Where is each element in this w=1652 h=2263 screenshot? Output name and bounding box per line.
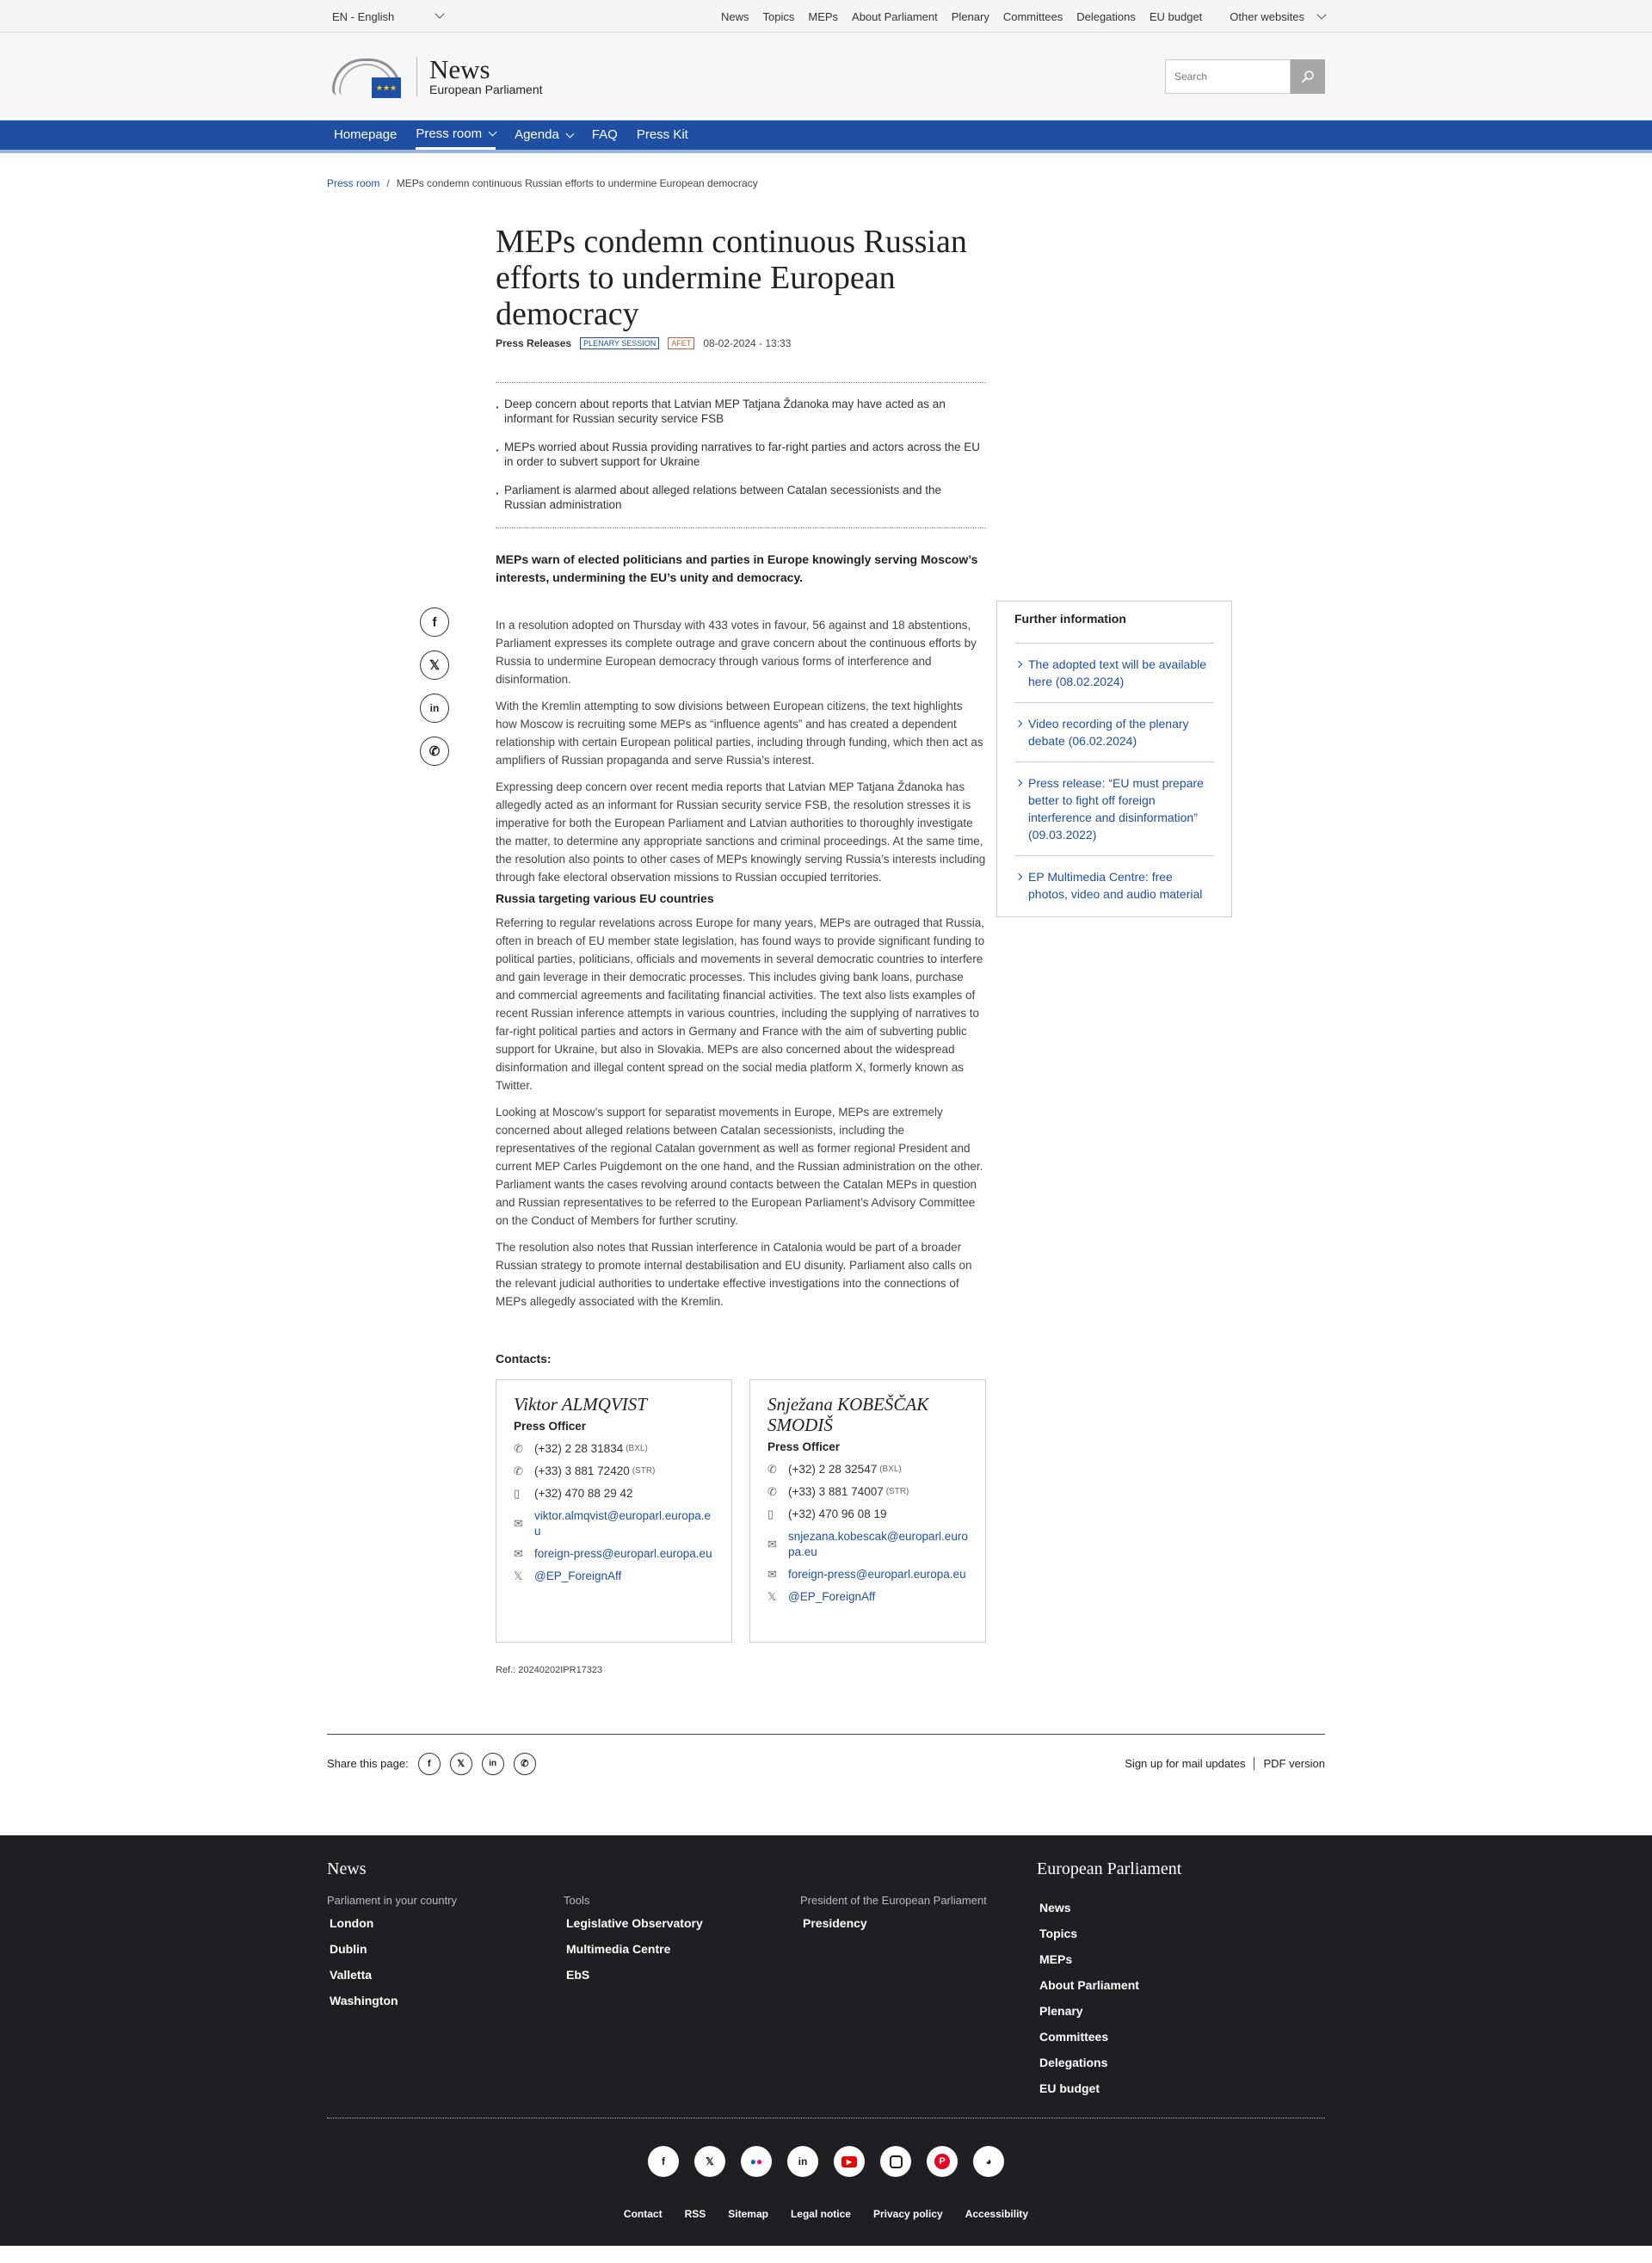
chevron-down-icon	[489, 128, 497, 137]
footer-link-washington[interactable]: Washington	[330, 1994, 398, 2007]
top-link-topics[interactable]: Topics	[762, 9, 795, 23]
mobile-icon: ▯	[767, 1508, 774, 1520]
footer-link-ebs[interactable]: EbS	[566, 1968, 590, 1982]
further-link[interactable]	[1014, 643, 1214, 702]
contact-email[interactable]	[767, 1529, 968, 1560]
paragraph: Looking at Moscow’s support for separatist movements in Europe, MEPs are extremely concerned about alleged relations between Catalan secessionists, including the representatives of the regional Catalan government as well as former regional President and current MEP Carles Puigdemont on the one hand, and the Russian administration on the other. Parliament wants the cases revolving around contacts between the Catalan MEPs in question and Russian representatives to be referred to the European Parliament’s Advisory Committee on the Conduct of Members for further scrutiny.	[496, 1106, 983, 1227]
nav-agenda[interactable]	[515, 120, 573, 150]
footer-link-about[interactable]: About Parliament	[1039, 1978, 1139, 1992]
top-links	[707, 10, 1325, 23]
page-title: MEPs condemn continuous Russian efforts to undermine European democracy	[496, 224, 967, 332]
footer-link-valletta[interactable]: Valletta	[330, 1968, 373, 1982]
footer-accessibility-link[interactable]: Accessibility	[965, 2208, 1029, 2220]
site-title: News	[429, 54, 490, 84]
paragraph: Referring to regular revelations across Europe for many years, MEPs are outraged that Russia, often in breach of EU member state legislation, has found ways to provide significant funding to political parties, politicians, officials and movements in several democratic countries to interfere and gain leverage in their democratic processes. This includes giving bank loans, purchase and commercial agreements and facilitating financial activities. The text also lists examples of recent Russian inference attempts in various countries, including the supplying of narratives to far-right political parties and actors in Germany and France with the aim of subverting public support for Ukraine, but also in Slovakia. MEPs are also concerned about the widespread disinformation and illegal content spread on the social media platform X, formerly known as Twitter.	[496, 916, 985, 1092]
instagram-icon[interactable]	[880, 2146, 911, 2177]
search	[1165, 59, 1325, 94]
nav-press-room-label: Press room	[416, 126, 483, 141]
mail-icon: ✉	[767, 1568, 777, 1581]
highlight-text: Parliament is alarmed about alleged relations between Catalan secessionists and the Russian administration	[504, 484, 942, 511]
contact-phone-location: (STR)	[885, 1487, 909, 1496]
contact-phone-number: (+32) 2 28 32547	[788, 1463, 878, 1476]
chevron-right-icon	[1015, 720, 1022, 727]
article-type: Press Releases	[496, 337, 572, 349]
language-selector[interactable]	[327, 10, 443, 23]
paragraph: With the Kremlin attempting to sow divisions between European citizens, the text highlights how Moscow is recruiting some MEPs as “influence agents” and has created a dependent relationship with certain European political parties, including through funding, which then act as amplifiers of Russian propaganda and serve Russia’s interest.	[496, 700, 983, 767]
contact-phone-location: (BXL)	[879, 1464, 902, 1474]
contact-twitter-handle: @EP_ForeignAff	[788, 1590, 876, 1603]
highlight-text: MEPs worried about Russia providing narratives to far-right parties and actors across the EU in order to subvert support for Ukraine	[504, 441, 980, 468]
footer-link-committees[interactable]: Committees	[1039, 2030, 1109, 2044]
footer-link-meps[interactable]: MEPs	[1039, 1952, 1073, 1966]
chevron-down-icon	[565, 129, 574, 138]
article-main	[496, 224, 986, 1675]
article-lead: MEPs warn of elected politicians and parties in Europe knowingly serving Moscow’s interests, undermining the EU’s unity and democracy.	[496, 552, 978, 584]
footer-contact-link[interactable]: Contact	[623, 2208, 663, 2220]
whatsapp-icon[interactable]: ✆	[514, 1753, 536, 1775]
top-link-news[interactable]: News	[720, 9, 749, 23]
contact-phone-location: (BXL)	[626, 1444, 648, 1453]
mail-icon: ✉	[514, 1547, 523, 1560]
contact-cards	[496, 1379, 986, 1643]
paragraph: In a resolution adopted on Thursday with 433 votes in favour, 56 against and 18 abstentions, Parliament expresses its complete outrage and grave concern about the continuous efforts by Russia to undermine European democracy through various forms of interference and disinformation.	[496, 619, 977, 686]
list-item: · Parliament is alarmed about alleged relations between Catalan secessionists and the Russian administration	[496, 483, 986, 512]
contact-email-address: snjezana.kobescak@europarl.europa.eu	[788, 1530, 968, 1558]
nav-homepage-label: Homepage	[334, 127, 398, 142]
top-link-delegations[interactable]: Delegations	[1076, 9, 1136, 23]
further-link[interactable]	[1014, 762, 1214, 855]
flickr-icon[interactable]: ● ●	[741, 2146, 772, 2177]
share-label: Share this page:	[327, 1757, 409, 1770]
contact-mobile[interactable]	[514, 1486, 714, 1501]
language-label: EN - English	[332, 9, 395, 23]
contact-phone-number: (+33) 3 881 74007	[788, 1485, 884, 1498]
footer-bottom-links	[327, 2208, 1325, 2220]
chevron-right-icon	[1015, 661, 1022, 668]
linkedin-icon[interactable]: in	[420, 694, 449, 723]
facebook-icon[interactable]: f	[648, 2146, 679, 2177]
footer-legal-link[interactable]: Legal notice	[790, 2208, 851, 2220]
footer-link-delegations[interactable]: Delegations	[1039, 2056, 1108, 2069]
subheading: Russia targeting various EU countries	[496, 891, 714, 905]
x-twitter-icon[interactable]: 𝕏	[694, 2146, 725, 2177]
further-title: Further information	[1014, 612, 1126, 626]
x-twitter-icon[interactable]: 𝕏	[420, 651, 449, 680]
top-link-committees[interactable]: Committees	[1002, 9, 1063, 23]
article-meta	[496, 337, 986, 349]
site-subtitle: European Parliament	[429, 83, 543, 96]
list-item: · Deep concern about reports that Latvian MEP Tatjana Ždanoka may have acted as an informant for Russian security service FSB	[496, 397, 986, 426]
side-share-bar	[420, 607, 449, 780]
ep-logo-icon: ★★★	[332, 55, 401, 98]
chevron-right-icon	[1015, 873, 1022, 880]
footer-col-title: President of the European Parliament	[800, 1894, 987, 1907]
phone-icon: ✆	[514, 1464, 523, 1477]
contact-phone[interactable]	[514, 1441, 714, 1457]
article-body	[496, 616, 986, 1310]
footer-link-budget[interactable]: EU budget	[1039, 2081, 1100, 2095]
contact-mobile[interactable]	[767, 1507, 968, 1522]
contact-twitter[interactable]	[767, 1589, 968, 1605]
further-information	[996, 601, 1232, 917]
article	[327, 224, 1325, 1675]
chevron-down-icon	[1316, 9, 1326, 19]
pinterest-icon[interactable]: P	[927, 2146, 958, 2177]
contact-mobile-number: (+32) 470 96 08 19	[788, 1508, 887, 1520]
further-link-label: Video recording of the plenary debate (06.02.2024)	[1028, 717, 1189, 748]
contact-twitter-handle: @EP_ForeignAff	[534, 1569, 622, 1582]
highlights	[496, 382, 986, 528]
site-header	[0, 33, 1652, 120]
mail-updates-link[interactable]: Sign up for mail updates	[1125, 1757, 1246, 1770]
contact-email-address: foreign-press@europarl.europa.eu	[534, 1547, 712, 1560]
nav-faq[interactable]	[592, 120, 618, 150]
further-link[interactable]	[1014, 855, 1214, 906]
social-links	[327, 2146, 1325, 2177]
top-bar	[0, 0, 1652, 33]
contact-email-address: foreign-press@europarl.europa.eu	[788, 1568, 966, 1581]
main-nav	[0, 120, 1652, 153]
contact-name: Viktor ALMQVIST	[514, 1394, 647, 1415]
whatsapp-icon[interactable]: ✆	[420, 737, 449, 766]
contact-role: Press Officer	[767, 1440, 841, 1453]
footer-rss-link[interactable]: RSS	[684, 2208, 706, 2220]
share-bar	[327, 1734, 1325, 1792]
footer-link-london[interactable]: London	[330, 1916, 374, 1930]
further-link-label: The adopted text will be available here (08.02.2024)	[1028, 657, 1207, 688]
footer-link-presidency[interactable]: Presidency	[803, 1916, 867, 1930]
mobile-icon: ▯	[514, 1487, 521, 1500]
contact-name: Snježana KOBEŠČAK SMODIŠ	[767, 1394, 929, 1435]
contact-email[interactable]	[514, 1546, 714, 1562]
footer	[0, 1835, 1652, 2246]
contact-phone-location: (STR)	[632, 1466, 656, 1476]
nav-press-kit-label: Press Kit	[636, 127, 688, 142]
search-icon	[1301, 70, 1315, 83]
nav-press-room[interactable]	[416, 120, 496, 150]
nav-faq-label: FAQ	[591, 127, 618, 142]
top-link-meps[interactable]: MEPs	[808, 9, 839, 23]
article-date: 08-02-2024 - 13:33	[703, 337, 792, 349]
footer-link-news[interactable]: News	[1039, 1901, 1071, 1915]
contact-email-address: viktor.almqvist@europarl.europa.eu	[534, 1509, 712, 1538]
chevron-down-icon	[435, 9, 444, 18]
further-link-label: EP Multimedia Centre: free photos, video and audio material	[1028, 870, 1203, 901]
x-twitter-icon[interactable]: 𝕏	[450, 1753, 472, 1775]
footer-sitemap-link[interactable]: Sitemap	[728, 2208, 768, 2220]
breadcrumb-separator: /	[386, 177, 390, 189]
contact-phone[interactable]	[767, 1484, 968, 1500]
contact-phone[interactable]	[514, 1464, 714, 1479]
footer-link-multimedia-centre[interactable]: Multimedia Centre	[566, 1942, 671, 1956]
top-link-budget[interactable]: EU budget	[1149, 9, 1203, 23]
linkedin-icon[interactable]: in	[482, 1753, 504, 1775]
contact-card	[749, 1379, 986, 1643]
search-input[interactable]: Search	[1165, 59, 1291, 94]
further-link-label: Press release: “EU must prepare better to fight off foreign interference and disinformation” (09.03.2022)	[1028, 776, 1204, 842]
breadcrumb-press-room[interactable]: Press room	[327, 177, 380, 189]
contact-phone[interactable]	[767, 1462, 968, 1477]
nav-press-kit[interactable]	[637, 120, 688, 150]
footer-link-plenary[interactable]: Plenary	[1039, 2004, 1083, 2018]
reference: Ref.: 20240202IPR17323	[496, 1665, 603, 1675]
top-link-about[interactable]: About Parliament	[852, 9, 938, 23]
tag-afet[interactable]: AFET	[668, 337, 694, 349]
footer-link-legislative-observatory[interactable]: Legislative Observatory	[566, 1916, 703, 1930]
chevron-right-icon	[1015, 780, 1022, 786]
tag-plenary-session[interactable]: PLENARY SESSION	[580, 337, 659, 349]
brand[interactable]	[327, 55, 543, 98]
contact-twitter[interactable]	[514, 1569, 714, 1584]
breadcrumb-current: MEPs condemn continuous Russian efforts to undermine European democracy	[396, 177, 758, 189]
youtube-icon[interactable]: ▶	[834, 2146, 865, 2177]
contact-phone-number: (+33) 3 881 72420	[534, 1464, 630, 1477]
facebook-icon[interactable]: f	[418, 1753, 441, 1775]
phone-icon: ✆	[767, 1463, 777, 1476]
breadcrumb	[327, 153, 1325, 189]
contact-phone-number: (+32) 2 28 31834	[534, 1442, 624, 1455]
top-link-plenary[interactable]: Plenary	[951, 9, 989, 23]
highlight-text: Deep concern about reports that Latvian MEP Tatjana Ždanoka may have acted as an informant for Russian security service FSB	[504, 398, 946, 425]
x-twitter-icon: 𝕏	[767, 1590, 777, 1603]
further-link[interactable]	[1014, 702, 1214, 762]
facebook-icon[interactable]: f	[420, 607, 449, 637]
contact-card	[496, 1379, 732, 1643]
linkedin-icon[interactable]: in	[787, 2146, 818, 2177]
phone-icon: ✆	[767, 1485, 777, 1498]
contact-role: Press Officer	[514, 1420, 587, 1433]
paragraph: The resolution also notes that Russian interference in Catalonia would be part of a broader Russian strategy to promote internal destabilisation and EU disunity. Parliament also calls on the relevant judicial authorities to undertake effective investigations into the connections of MEPs allegedly associated with the Kremlin.	[496, 1241, 972, 1308]
phone-icon: ✆	[514, 1442, 523, 1455]
contact-email[interactable]	[514, 1508, 714, 1539]
search-button[interactable]	[1291, 59, 1325, 94]
contact-mobile-number: (+32) 470 88 29 42	[534, 1487, 633, 1500]
nav-agenda-label: Agenda	[515, 127, 559, 142]
other-websites-label: Other websites	[1230, 9, 1304, 23]
pdf-version-link[interactable]: PDF version	[1263, 1757, 1325, 1770]
footer-link-dublin[interactable]: Dublin	[330, 1942, 367, 1956]
mail-icon: ✉	[514, 1517, 523, 1530]
footer-news-title: News	[327, 1859, 367, 1878]
contacts-heading: Contacts:	[496, 1352, 552, 1366]
footer-col-title: Parliament in your country	[327, 1894, 458, 1907]
list-item: · MEPs worried about Russia providing narratives to far-right parties and actors across the EU in order to subvert support for Ukraine	[496, 440, 986, 469]
top-link-other-websites[interactable]	[1216, 10, 1325, 23]
paragraph: Expressing deep concern over recent media reports that Latvian MEP Tatjana Ždanoka has allegedly acted as an informant for Russian security service FSB, the resolution stresses it is imperative for both the European Parliament and Latvian authorities to thoroughly investigate the matter, to determine any appropriate sanctions and criminal proceedings. At the same time, the resolution also points to other cases of MEPs knowingly serving Russia’s interests including through fake electoral observation missions to Russian occupied territories.	[496, 780, 986, 884]
x-twitter-icon: 𝕏	[514, 1569, 523, 1582]
mail-icon: ✉	[767, 1538, 777, 1551]
contact-email[interactable]	[767, 1567, 968, 1582]
footer-ep-title: European Parliament	[1037, 1859, 1182, 1878]
footer-link-topics[interactable]: Topics	[1039, 1927, 1078, 1940]
footer-col-title: Tools	[564, 1894, 590, 1907]
footer-privacy-link[interactable]: Privacy policy	[872, 2208, 943, 2220]
reddit-icon[interactable]: ◕	[973, 2146, 1004, 2177]
nav-homepage[interactable]	[334, 120, 397, 150]
